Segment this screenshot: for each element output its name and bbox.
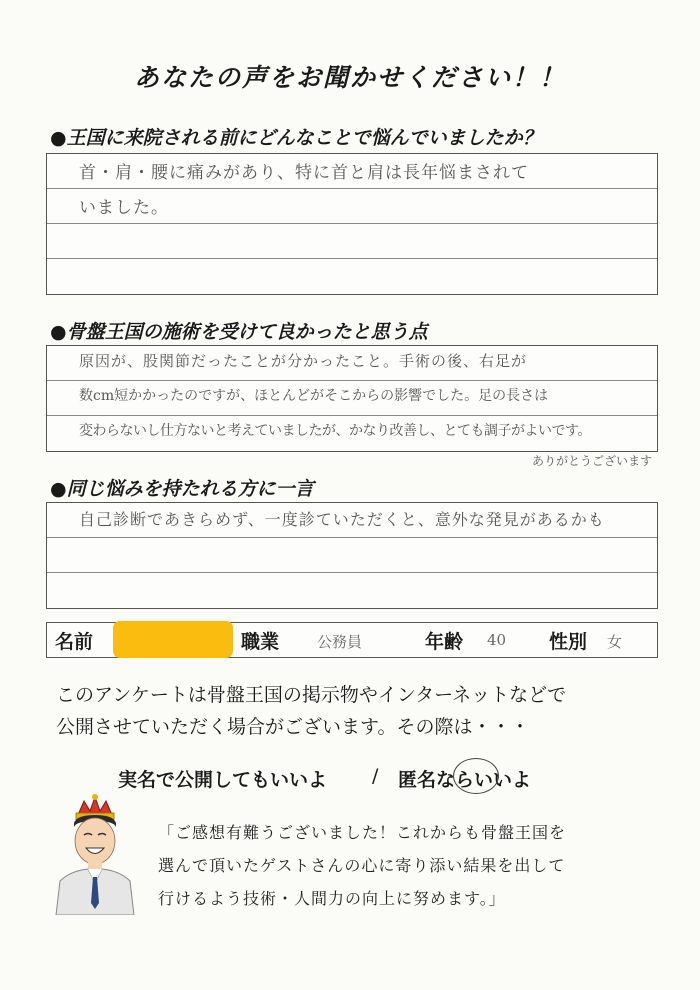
question-3-heading: ●同じ悩みを持たれる方に一言 (50, 478, 314, 500)
respondent-info-row (46, 622, 658, 658)
gender-label: 性別 (549, 631, 588, 653)
selection-circle (453, 758, 499, 794)
answer-line (47, 154, 657, 189)
notice-line-2: 公開させていただく場合がございます。その際は・・・ (56, 716, 530, 738)
staff-message-line-2: 選んで頂いたゲストさんの心に寄り添い結果を出して (158, 856, 566, 875)
gender-value: 女 (607, 633, 623, 651)
name-label: 名前 (55, 631, 94, 653)
notice-line-1: このアンケートは骨盤王国の掲示物やインターネットなどで (56, 684, 567, 706)
answer-note: ありがとうございます (531, 454, 652, 468)
answer-line (47, 503, 657, 538)
answer-line (47, 573, 657, 608)
question-1-answer-box (46, 153, 658, 295)
real-name-option: 実名で公開してもいいよ (118, 769, 328, 791)
answer-line (47, 189, 657, 224)
name-redaction (113, 621, 233, 658)
answer-text: 数cm短かかったのですが、ほとんどがそこからの影響でした。足の長さは (79, 388, 549, 404)
question-3-answer-box (46, 502, 658, 609)
answer-text: 首・肩・腰に痛みがあり、特に首と肩は長年悩まされて (79, 163, 529, 183)
staff-message-line-3: 行けるよう技術・人間力の向上に努めます。」 (158, 889, 506, 908)
answer-text: 原因が、股関節だったことが分かったこと。手術の後、右足が (79, 352, 528, 370)
question-2-answer-box (46, 345, 658, 452)
answer-line (47, 381, 657, 416)
answer-line (47, 538, 657, 573)
question-2-heading: ●骨盤王国の施術を受けて良かったと思う点 (50, 321, 428, 343)
answer-text: いました。 (79, 198, 169, 218)
answer-text: 変わらないし仕方ないと考えていましたが、かなり改善し、とても調子がよいです。 (79, 423, 591, 439)
anonymous-option: 匿名ならいいよ (398, 769, 532, 791)
choice-separator: / (372, 765, 379, 787)
age-label: 年齢 (425, 631, 464, 653)
staff-avatar-icon (50, 793, 140, 915)
answer-text: 自己診断であきらめず、一度診ていただくと、意外な発見があるかも (79, 510, 605, 529)
staff-message-line-1: 「ご感想有難うございました！これからも骨盤王国を (158, 823, 567, 842)
job-value: 公務員 (317, 633, 363, 651)
age-value: 40 (487, 631, 507, 649)
job-label: 職業 (241, 631, 280, 653)
question-1-heading: ●王国に来院される前にどんなことで悩んでいましたか？ (50, 127, 542, 149)
answer-line (47, 346, 657, 381)
answer-line (47, 224, 657, 259)
page-title: あなたの声をお聞かせください！！ (133, 63, 566, 92)
answer-line (47, 416, 657, 451)
answer-line (47, 259, 657, 294)
